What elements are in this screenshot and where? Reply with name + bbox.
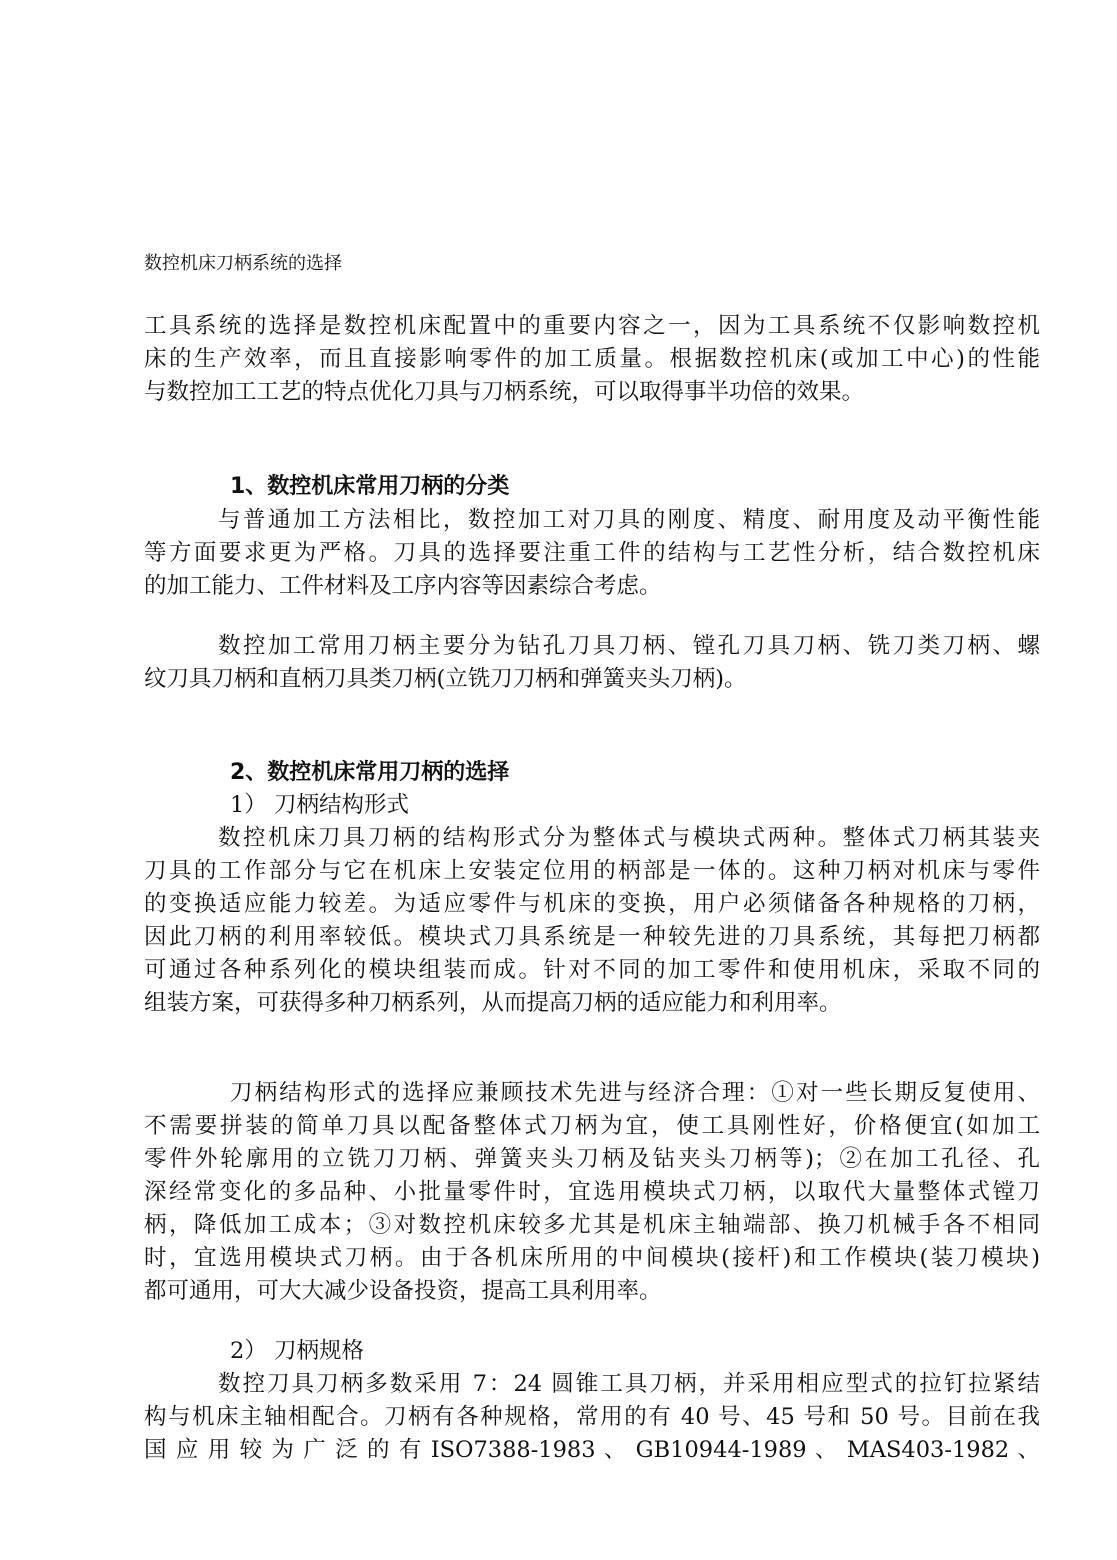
paragraph-line: 不需要拼装的简单刀具以配备整体式刀柄为宜，使工具刚性好，价格便宜(如加工 bbox=[144, 1113, 1040, 1139]
paragraph-line: 构与机床主轴相配合。刀柄有各种规格，常用的有 40 号、45 号和 50 号。目前在我 bbox=[144, 1404, 1040, 1430]
paragraph-line: 可通过各种系列化的模块组装而成。针对不同的加工零件和使用机床，采取不同的 bbox=[144, 957, 1040, 983]
section2-heading: 2、数控机床常用刀柄的选择 bbox=[230, 760, 510, 785]
intro-line: 工具系统的选择是数控机床配置中的重要内容之一，因为工具系统不仅影响数控机 bbox=[144, 313, 1040, 339]
paragraph-line: 国 应 用 较 为 广 泛 的 有 ISO7388-1983 、 GB10944-1989 、 MAS403-1982 、 bbox=[144, 1437, 1040, 1463]
paragraph-line: 都可通用，可大大减少设备投资，提高工具利用率。 bbox=[144, 1278, 662, 1304]
paragraph-line: 因此刀柄的利用率较低。模块式刀具系统是一种较先进的刀具系统，其每把刀柄都 bbox=[144, 924, 1040, 950]
paragraph-line: 刀具的工作部分与它在机床上安装定位用的柄部是一体的。这种刀柄对机床与零件 bbox=[144, 858, 1040, 884]
document-title: 数控机床刀柄系统的选择 bbox=[144, 253, 342, 274]
paragraph-line: 零件外轮廓用的立铣刀刀柄、弹簧夹头刀柄及钻夹头刀柄等)；②在加工孔径、孔 bbox=[144, 1146, 1040, 1172]
paragraph-line: 组装方案，可获得多种刀柄系列，从而提高刀柄的适应能力和利用率。 bbox=[144, 990, 842, 1016]
paragraph-line: 数控加工常用刀柄主要分为钻孔刀具刀柄、镗孔刀具刀柄、铣刀类刀柄、螺 bbox=[218, 633, 1040, 659]
paragraph-line: 的加工能力、工件材料及工序内容等因素综合考虑。 bbox=[144, 573, 662, 599]
intro-line: 床的生产效率，而且直接影响零件的加工质量。根据数控机床(或加工中心)的性能 bbox=[144, 346, 1040, 372]
subsection-2-heading: 2） 刀柄规格 bbox=[230, 1338, 364, 1364]
paragraph-line: 深经常变化的多品种、小批量零件时，宜选用模块式刀柄，以取代大量整体式镗刀 bbox=[144, 1179, 1040, 1205]
paragraph-line: 柄，降低加工成本；③对数控机床较多尤其是机床主轴端部、换刀机械手各不相同 bbox=[144, 1212, 1040, 1238]
paragraph-line: 时，宜选用模块式刀柄。由于各机床所用的中间模块(接杆)和工作模块(装刀模块) bbox=[144, 1245, 1040, 1271]
paragraph-line: 的变换适应能力较差。为适应零件与机床的变换，用户必须储备各种规格的刀柄， bbox=[144, 891, 1040, 917]
section1-heading: 1、数控机床常用刀柄的分类 bbox=[230, 474, 510, 499]
paragraph-line: 与普通加工方法相比，数控加工对刀具的刚度、精度、耐用度及动平衡性能 bbox=[218, 507, 1040, 533]
paragraph-line: 等方面要求更为严格。刀具的选择要注重工件的结构与工艺性分析，结合数控机床 bbox=[144, 540, 1040, 566]
subsection-1-heading: 1） 刀柄结构形式 bbox=[230, 792, 409, 818]
paragraph-line: 纹刀具刀柄和直柄刀具类刀柄(立铣刀刀柄和弹簧夹头刀柄)。 bbox=[144, 666, 747, 692]
paragraph-line: 数控机床刀具刀柄的结构形式分为整体式与模块式两种。整体式刀柄其装夹 bbox=[218, 825, 1040, 851]
paragraph-line: 数控刀具刀柄多数采用 7：24 圆锥工具刀柄，并采用相应型式的拉钉拉紧结 bbox=[218, 1371, 1040, 1397]
intro-line: 与数控加工工艺的特点优化刀具与刀柄系统，可以取得事半功倍的效果。 bbox=[144, 379, 865, 405]
paragraph-line: 刀柄结构形式的选择应兼顾技术先进与经济合理：①对一些长期反复使用、 bbox=[230, 1080, 1040, 1106]
